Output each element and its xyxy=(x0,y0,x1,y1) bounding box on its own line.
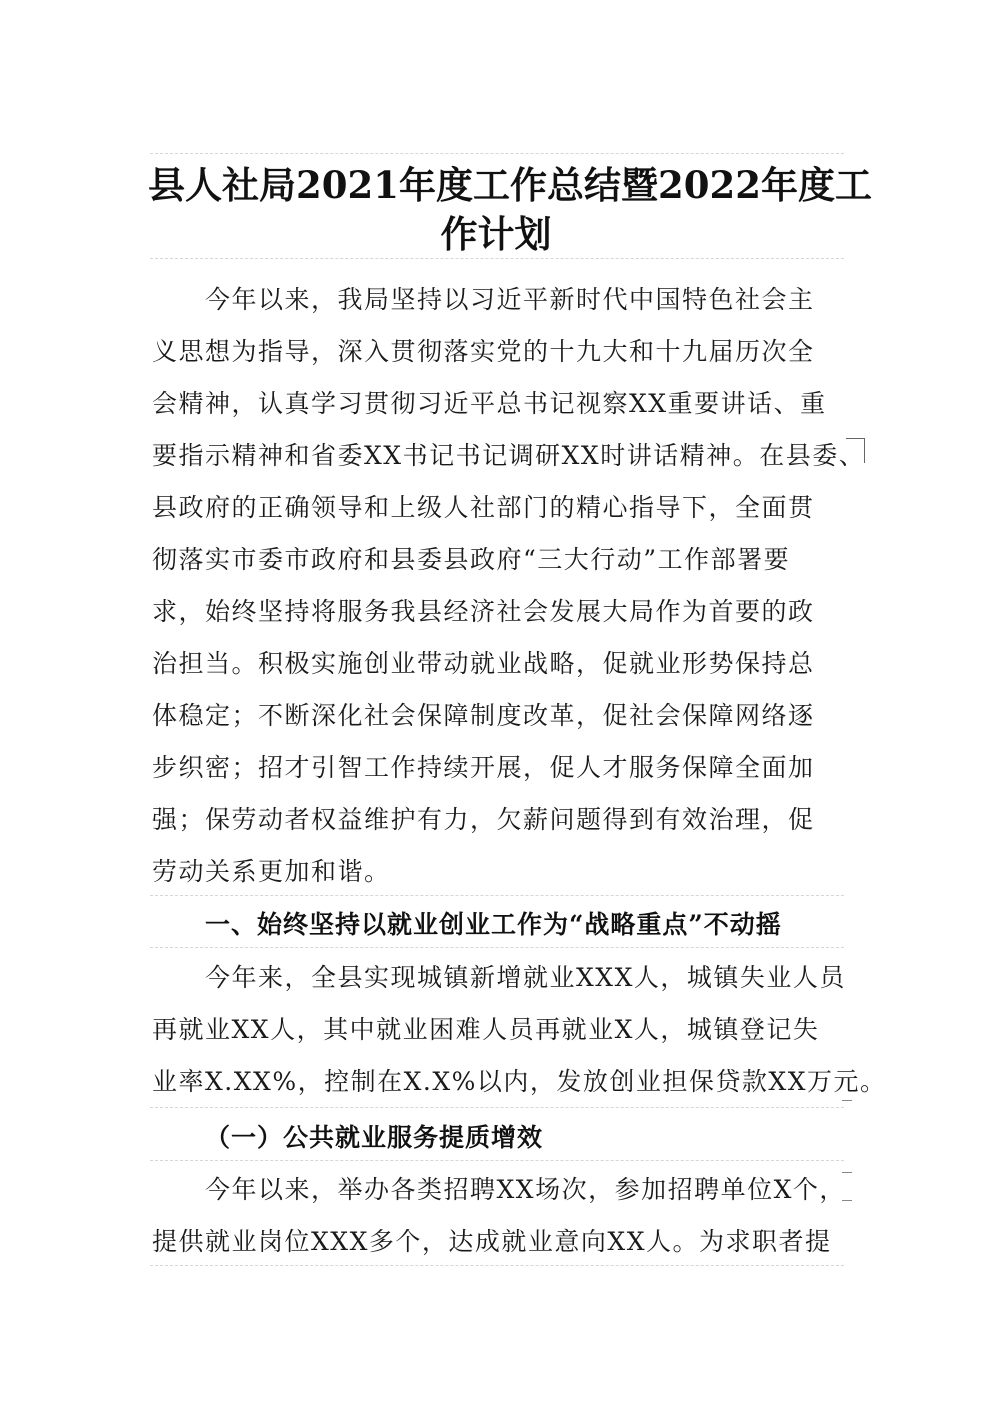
subsection-heading: （一）公共就业服务提质增效 xyxy=(205,1123,544,1152)
paragraph-line: 业率X.XX%，控制在X.X%以内，发放创业担保贷款XX万元。 xyxy=(152,1067,887,1096)
paragraph-line: 提供就业岗位XXX多个，达成就业意向XX人。为求职者提 xyxy=(152,1227,832,1256)
paragraph-line: 体稳定；不断深化社会保障制度改革，促社会保障网络逐 xyxy=(152,701,815,730)
paragraph-line: 要指示精神和省委XX书记书记调研XX时讲话精神。在县委、 xyxy=(152,441,866,470)
paragraph-line: 今年来，全县实现城镇新增就业XXX人，城镇失业人员 xyxy=(205,963,846,992)
heading-rule xyxy=(150,947,844,948)
title-rule xyxy=(150,258,844,259)
paragraph-line: 求，始终坚持将服务我县经济社会发展大局作为首要的政 xyxy=(152,597,815,626)
header-rule xyxy=(150,153,844,154)
paragraph-line: 步织密；招才引智工作持续开展，促人才服务保障全面加 xyxy=(152,753,815,782)
paragraph-line: 再就业XX人，其中就业困难人员再就业X人，城镇登记失 xyxy=(152,1015,820,1044)
paragraph-rule xyxy=(150,1107,844,1108)
paragraph-line: 县政府的正确领导和上级人社部门的精心指导下，全面贯 xyxy=(152,493,815,522)
heading-rule xyxy=(150,1160,844,1161)
document-title-line-2: 作计划 xyxy=(440,212,552,256)
right-margin-tick xyxy=(842,1100,852,1101)
right-margin-tick xyxy=(842,1200,852,1201)
paragraph-line: 彻落实市委市政府和县委县政府“三大行动”工作部署要 xyxy=(152,545,791,574)
paragraph-line: 今年以来，我局坚持以习近平新时代中国特色社会主 xyxy=(205,285,815,314)
paragraph-line: 会精神，认真学习贯彻习近平总书记视察XX重要讲话、重 xyxy=(152,389,827,418)
document-title-line-1: 县人社局2021年度工作总结暨2022年度工 xyxy=(148,163,872,207)
paragraph-line: 强；保劳动者权益维护有力，欠薪问题得到有效治理，促 xyxy=(152,805,815,834)
paragraph-rule xyxy=(150,895,844,896)
paragraph-line: 义思想为指导，深入贯彻落实党的十九大和十九届历次全 xyxy=(152,337,815,366)
right-margin-mark xyxy=(846,438,865,463)
section-heading: 一、始终坚持以就业创业工作为“战略重点”不动摇 xyxy=(205,910,782,939)
paragraph-line: 劳动关系更加和谐。 xyxy=(152,857,391,886)
paragraph-line: 治担当。积极实施创业带动就业战略，促就业形势保持总 xyxy=(152,649,815,678)
right-margin-tick xyxy=(842,1172,852,1173)
paragraph-rule xyxy=(150,1265,844,1266)
paragraph-line: 今年以来，举办各类招聘XX场次，参加招聘单位X个， xyxy=(205,1175,846,1204)
